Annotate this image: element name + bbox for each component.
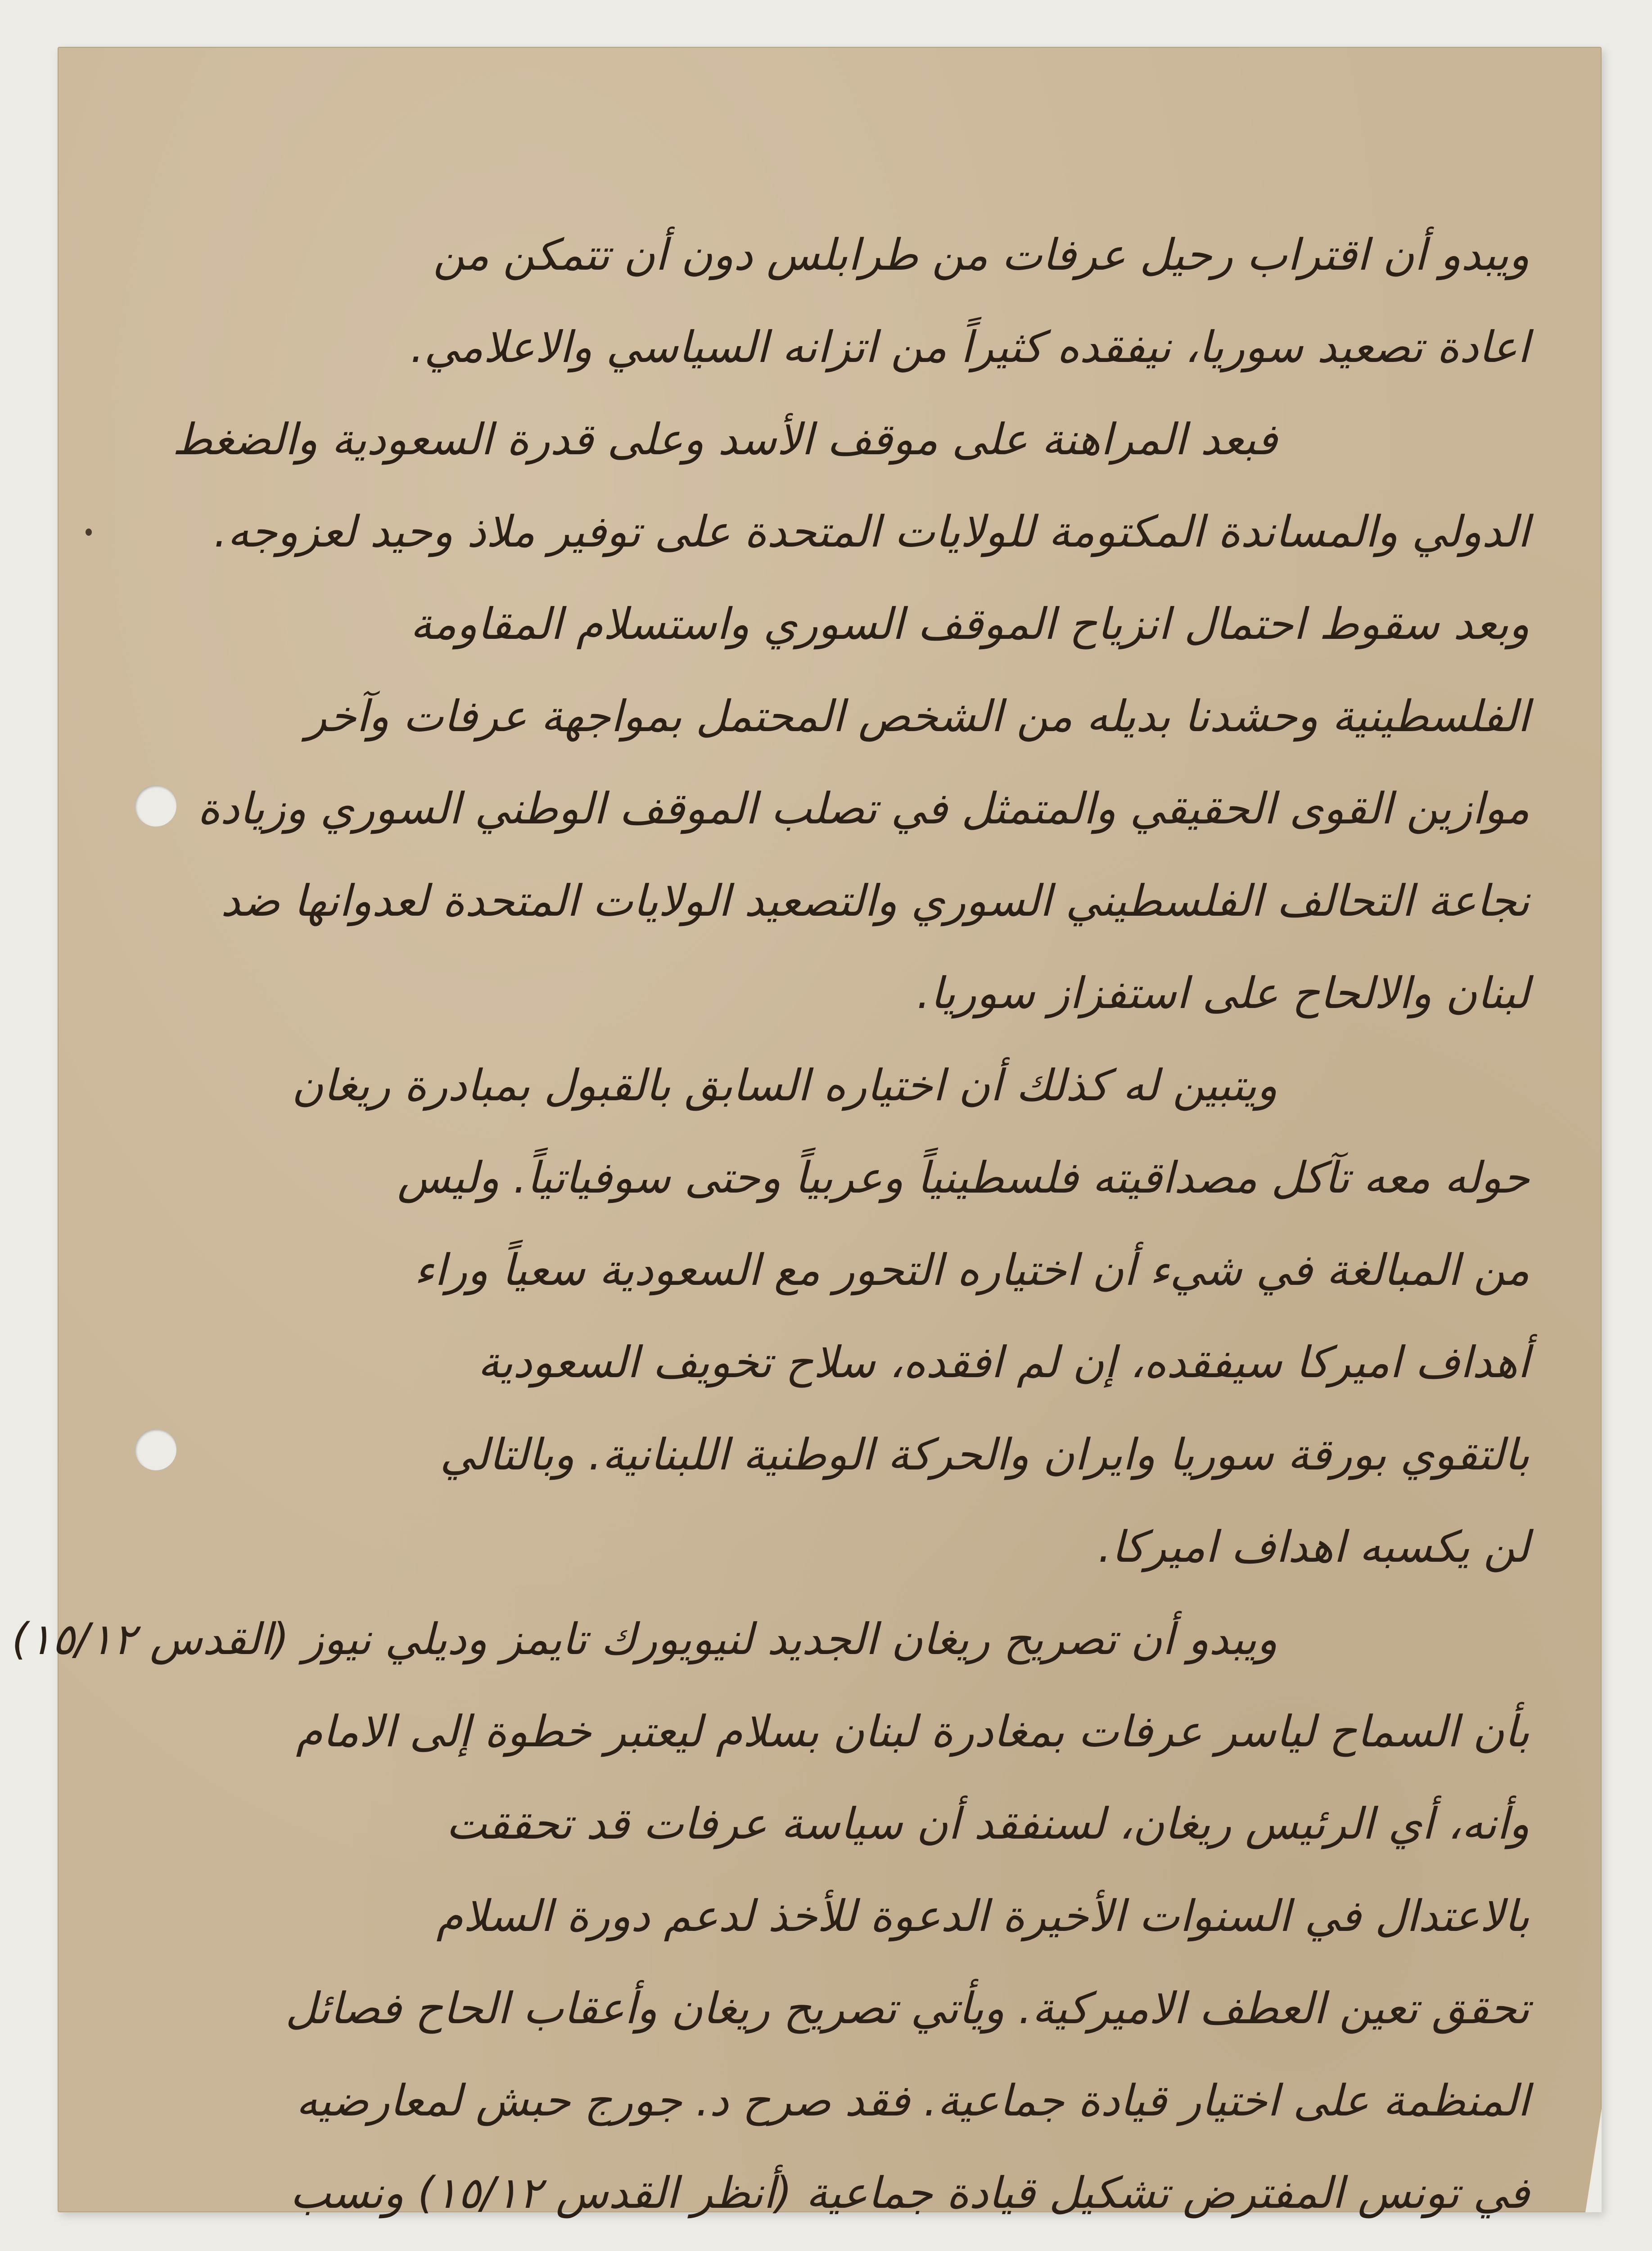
- text-line: [161, 2239, 1530, 2251]
- text-line: حوله معه تآكل مصداقيته فلسطينياً وعربياً وحتى سوفياتياً. وليس: [397, 1153, 1530, 1203]
- text-line: ويبدو أن تصريح ريغان الجديد لنيويورك تايمز وديلي نيوز (القدس ١٥/١٢): [12, 1614, 1277, 1664]
- text-line: بأن السماح لياسر عرفات بمغادرة لبنان بسلام ليعتبر خطوة إلى الامام: [296, 1706, 1530, 1757]
- text-line: فبعد المراهنة على موقف الأسد وعلى قدرة السعودية والضغط: [172, 414, 1277, 465]
- text-line: المنظمة على اختيار قيادة جماعية. فقد صرح د. جورج حبش لمعارضيه: [296, 2075, 1530, 2126]
- text-line: في تونس المفترض تشكيل قيادة جماعية (أنظر القدس ١٥/١٢) ونسب: [290, 2168, 1530, 2218]
- text-line: لبنان والالحاح على استفزاز سوريا.: [916, 968, 1530, 1018]
- text-line: الفلسطينية وحشدنا بديله من الشخص المحتمل بمواجهة عرفات وآخر: [306, 691, 1530, 741]
- torn-corner: [1585, 2109, 1602, 2212]
- text-line: موازين القوى الحقيقي والمتمثل في تصلب الموقف الوطني السوري وزيادة: [197, 783, 1530, 834]
- text-line: وأنه، أي الرئيس ريغان، لسنفقد أن سياسة عرفات قد تحققت: [446, 1799, 1530, 1849]
- text-line: اعادة تصعيد سوريا، نيفقده كثيراً من اتزانه السياسي والاعلامي.: [410, 322, 1530, 372]
- text-line: أهداف اميركا سيفقده، إن لم افقده، سلاح تخويف السعودية: [478, 1337, 1530, 1388]
- text-line: من المبالغة في شيء أن اختياره التحور مع السعودية سعياً وراء: [414, 1245, 1530, 1295]
- text-line: وبعد سقوط احتمال انزياح الموقف السوري واستسلام المقاومة: [410, 599, 1530, 649]
- handwritten-text: [12, 209, 1530, 2251]
- text-line: ويبدو أن اقتراب رحيل عرفات من طرابلس دون أن تتمكن من: [433, 230, 1530, 280]
- text-line: نجاعة التحالف الفلسطيني السوري والتصعيد الولايات المتحدة لعدوانها ضد: [221, 876, 1530, 926]
- text-line: تحقق تعين العطف الاميركية. ويأتي تصريح ريغان وأعقاب الحاح فصائل: [285, 1983, 1530, 2034]
- text-line: ويتبين له كذلك أن اختياره السابق بالقبول بمبادرة ريغان: [292, 1060, 1277, 1111]
- text-line: بالتقوي بورقة سوريا وايران والحركة الوطنية اللبنانية. وبالتالي: [440, 1429, 1530, 1480]
- text-line: لن يكسبه اهداف اميركا.: [1097, 1522, 1530, 1572]
- text-line: الدولي والمساندة المكتومة للولايات المتحدة على توفير ملاذ وحيد لعزوجه.: [213, 506, 1530, 557]
- ink-spot: [86, 529, 92, 536]
- document-page: [12, 47, 1602, 2218]
- text-line: بالاعتدال في السنوات الأخيرة الدعوة للأخذ لدعم دورة السلام: [436, 1891, 1530, 1941]
